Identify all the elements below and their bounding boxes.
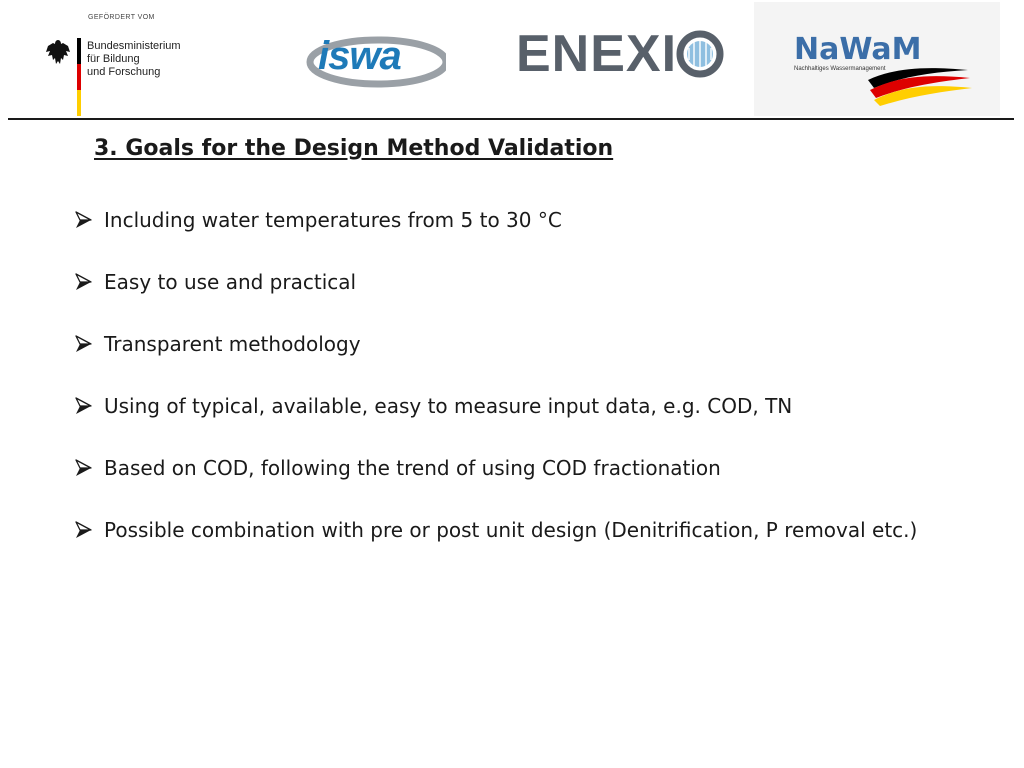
sponsor-line: GEFÖRDERT VOM — [88, 14, 155, 21]
list-item — [72, 205, 952, 236]
slide-title: 3. Goals for the Design Method Validation — [94, 136, 614, 161]
list-item — [72, 329, 952, 360]
bullet-text: Transparent methodology — [104, 332, 361, 356]
arrow-bullet-icon — [74, 397, 92, 415]
nawam-logo — [754, 2, 1000, 116]
bullet-list — [72, 205, 952, 577]
federal-eagle-icon — [44, 38, 72, 68]
ministry-line: und Forschung — [87, 66, 161, 78]
bullet-text: Easy to use and practical — [104, 270, 357, 294]
german-flag-bar — [77, 38, 81, 116]
enexio-wordmark: ENEXI — [516, 25, 678, 83]
ministry-name — [87, 40, 181, 79]
list-item — [72, 267, 952, 298]
iswa-wordmark: iswa — [318, 34, 401, 78]
iswa-logo — [300, 22, 446, 88]
ministry-line: Bundesministerium — [87, 40, 181, 52]
german-wave-icon — [864, 62, 974, 106]
bullet-text: Using of typical, available, easy to measure input data, e.g. COD, TN — [104, 394, 793, 418]
arrow-bullet-icon — [74, 335, 92, 353]
list-item — [72, 515, 952, 546]
arrow-bullet-icon — [74, 521, 92, 539]
bullet-text: Including water temperatures from 5 to 30 °C — [104, 208, 562, 232]
arrow-bullet-icon — [74, 211, 92, 229]
arrow-bullet-icon — [74, 459, 92, 477]
bullet-text: Possible combination with pre or post unit design (Denitrification, P removal etc.) — [104, 518, 918, 542]
arrow-bullet-icon — [74, 273, 92, 291]
list-item — [72, 391, 952, 422]
header-divider — [8, 118, 1014, 120]
list-item — [72, 453, 952, 484]
enexio-logo — [516, 24, 726, 84]
nawam-subtitle: Nachhaltiges Wassermanagement — [794, 66, 886, 72]
nawam-wordmark: NaWaM — [794, 32, 922, 67]
enexio-ring-icon — [676, 30, 724, 78]
bullet-text: Based on COD, following the trend of using COD fractionation — [104, 456, 721, 480]
bmbf-logo — [44, 10, 224, 110]
ministry-line: für Bildung — [87, 53, 140, 65]
